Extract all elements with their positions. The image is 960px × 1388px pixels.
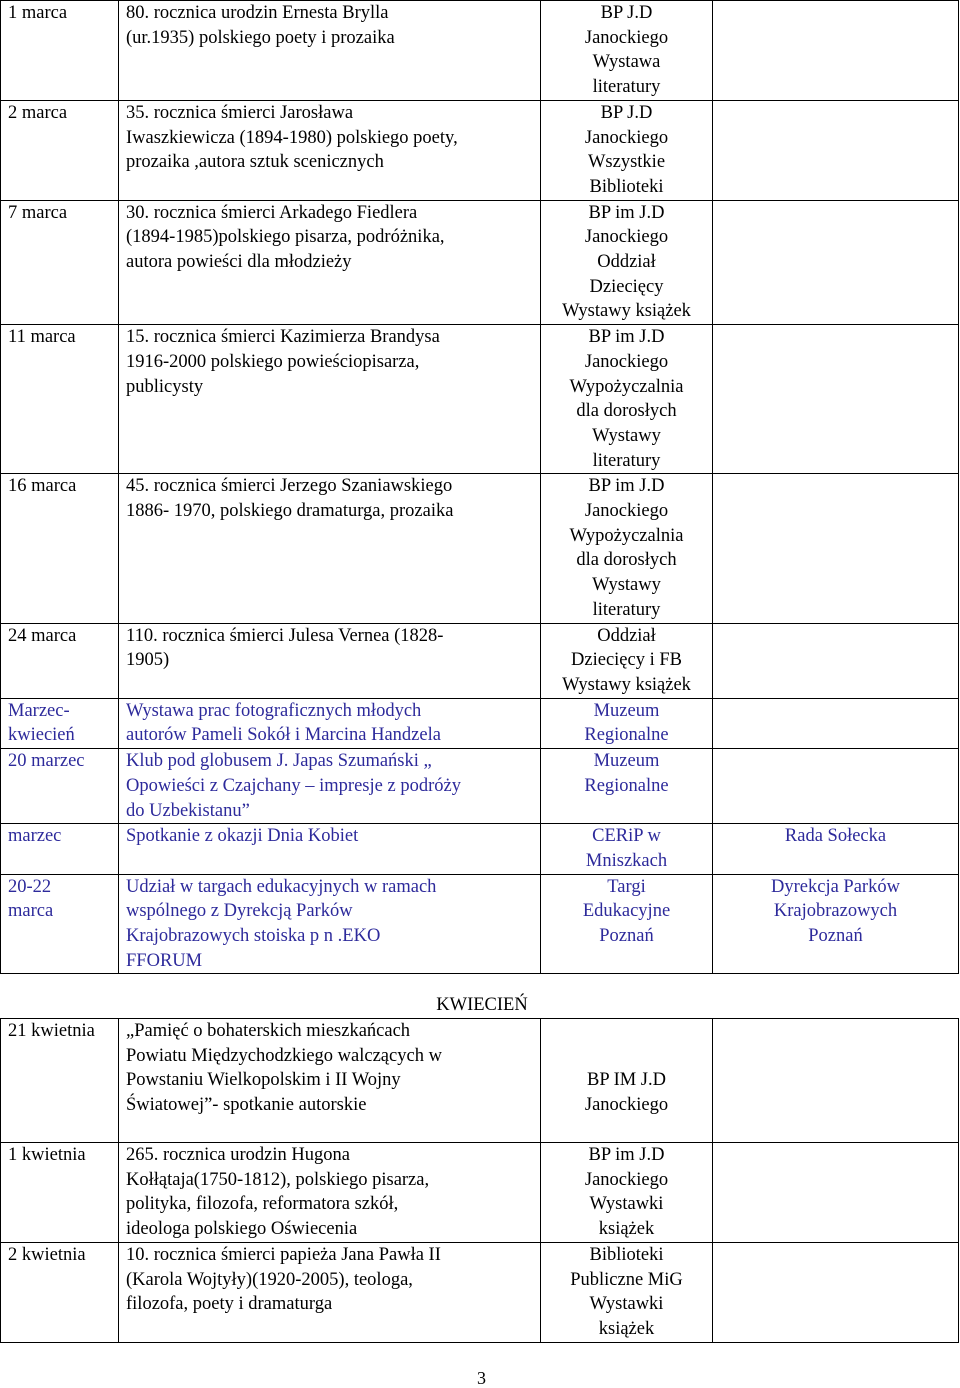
event-partner: Rada Sołecka bbox=[713, 824, 959, 874]
event-description: Wystawa prac fotograficznych młodych autorów Pameli Sokół i Marcina Handzela bbox=[119, 698, 541, 748]
table-row bbox=[1, 100, 959, 200]
event-date: 20 marzec bbox=[1, 749, 119, 824]
event-description: 110. rocznica śmierci Julesa Vernea (1828- 1905) bbox=[119, 623, 541, 698]
table-row bbox=[1, 1242, 959, 1342]
event-date: 7 marca bbox=[1, 200, 119, 325]
event-date: 16 marca bbox=[1, 474, 119, 623]
event-description: 15. rocznica śmierci Kazimierza Brandysa 1916-2000 polskiego powieściopisarza, publicysty bbox=[119, 325, 541, 474]
event-partner bbox=[713, 1, 959, 101]
event-partner bbox=[713, 474, 959, 623]
page-number: 3 bbox=[477, 1368, 486, 1388]
table-row bbox=[1, 698, 959, 748]
event-date: 1 marca bbox=[1, 1, 119, 101]
event-place: Targi Edukacyjne Poznań bbox=[541, 874, 713, 974]
event-place: Biblioteki Publiczne MiG Wystawki książek bbox=[541, 1242, 713, 1342]
table-row bbox=[1, 749, 959, 824]
event-description: 45. rocznica śmierci Jerzego Szaniawskiego 1886- 1970, polskiego dramaturga, prozaika bbox=[119, 474, 541, 623]
table-row bbox=[1, 200, 959, 325]
table-row bbox=[1, 623, 959, 698]
event-place: BP IM J.D Janockiego bbox=[541, 1019, 713, 1143]
event-partner bbox=[713, 1242, 959, 1342]
table-row bbox=[1, 474, 959, 623]
table-row bbox=[1, 325, 959, 474]
event-date: marzec bbox=[1, 824, 119, 874]
event-place: BP im J.D Janockiego Wypożyczalnia dla dorosłych Wystawy literatury bbox=[541, 474, 713, 623]
event-description: Klub pod globusem J. Japas Szumański „ Opowieści z Czajchany – impresje z podróży do Uzbekistanu” bbox=[119, 749, 541, 824]
event-place: CERiP w Mniszkach bbox=[541, 824, 713, 874]
table-row bbox=[1, 1143, 959, 1243]
event-description: 265. rocznica urodzin Hugona Kołłątaja(1750-1812), polskiego pisarza, polityka, filozofa, reformatora szkół, ideologa polskiego Oświecenia bbox=[119, 1143, 541, 1243]
event-description: „Pamięć o bohaterskich mieszkańcach Powiatu Międzychodzkiego walczących w Powstaniu Wielkopolskim i II Wojny Światowej”- spotkanie autorskie bbox=[119, 1019, 541, 1143]
event-place: Muzeum Regionalne bbox=[541, 698, 713, 748]
april-events-table bbox=[0, 1018, 959, 1343]
event-date: 2 marca bbox=[1, 100, 119, 200]
event-partner: Dyrekcja Parków Krajobrazowych Poznań bbox=[713, 874, 959, 974]
month-heading-april bbox=[0, 993, 960, 1017]
event-partner bbox=[713, 325, 959, 474]
event-description: 35. rocznica śmierci Jarosława Iwaszkiewicza (1894-1980) polskiego poety, prozaika ,autora sztuk scenicznych bbox=[119, 100, 541, 200]
event-place: BP im J.D Janockiego Wystawki książek bbox=[541, 1143, 713, 1243]
event-place: Muzeum Regionalne bbox=[541, 749, 713, 824]
event-partner bbox=[713, 100, 959, 200]
event-place: BP im J.D Janockiego Wypożyczalnia dla dorosłych Wystawy literatury bbox=[541, 325, 713, 474]
event-partner bbox=[713, 698, 959, 748]
event-date: 2 kwietnia bbox=[1, 1242, 119, 1342]
table-row bbox=[1, 824, 959, 874]
event-partner bbox=[713, 749, 959, 824]
event-description: Spotkanie z okazji Dnia Kobiet bbox=[119, 824, 541, 874]
event-partner bbox=[713, 623, 959, 698]
event-date: Marzec- kwiecień bbox=[1, 698, 119, 748]
event-place: BP J.D Janockiego Wszystkie Biblioteki bbox=[541, 100, 713, 200]
event-date: 21 kwietnia bbox=[1, 1019, 119, 1143]
event-date: 20-22 marca bbox=[1, 874, 119, 974]
event-description: 30. rocznica śmierci Arkadego Fiedlera (1894-1985)polskiego pisarza, podróżnika, autora powieści dla młodzieży bbox=[119, 200, 541, 325]
event-partner bbox=[713, 1019, 959, 1143]
event-partner bbox=[713, 200, 959, 325]
event-place: BP im J.D Janockiego Oddział Dziecięcy Wystawy książek bbox=[541, 200, 713, 325]
table-row bbox=[1, 1019, 959, 1143]
event-description: 80. rocznica urodzin Ernesta Brylla (ur.1935) polskiego poety i prozaika bbox=[119, 1, 541, 101]
event-description: Udział w targach edukacyjnych w ramach wspólnego z Dyrekcją Parków Krajobrazowych stoiska p n .EKO FFORUM bbox=[119, 874, 541, 974]
event-place: BP J.D Janockiego Wystawa literatury bbox=[541, 1, 713, 101]
event-date: 1 kwietnia bbox=[1, 1143, 119, 1243]
event-partner bbox=[713, 1143, 959, 1243]
month-heading-label: KWIECIEŃ bbox=[436, 995, 528, 1015]
event-place: Oddział Dziecięcy i FB Wystawy książek bbox=[541, 623, 713, 698]
event-date: 11 marca bbox=[1, 325, 119, 474]
table-row bbox=[1, 874, 959, 974]
event-date: 24 marca bbox=[1, 623, 119, 698]
event-description: 10. rocznica śmierci papieża Jana Pawła II (Karola Wojtyły)(1920-2005), teologa, filozofa, poety i dramaturga bbox=[119, 1242, 541, 1342]
table-row bbox=[1, 1, 959, 101]
